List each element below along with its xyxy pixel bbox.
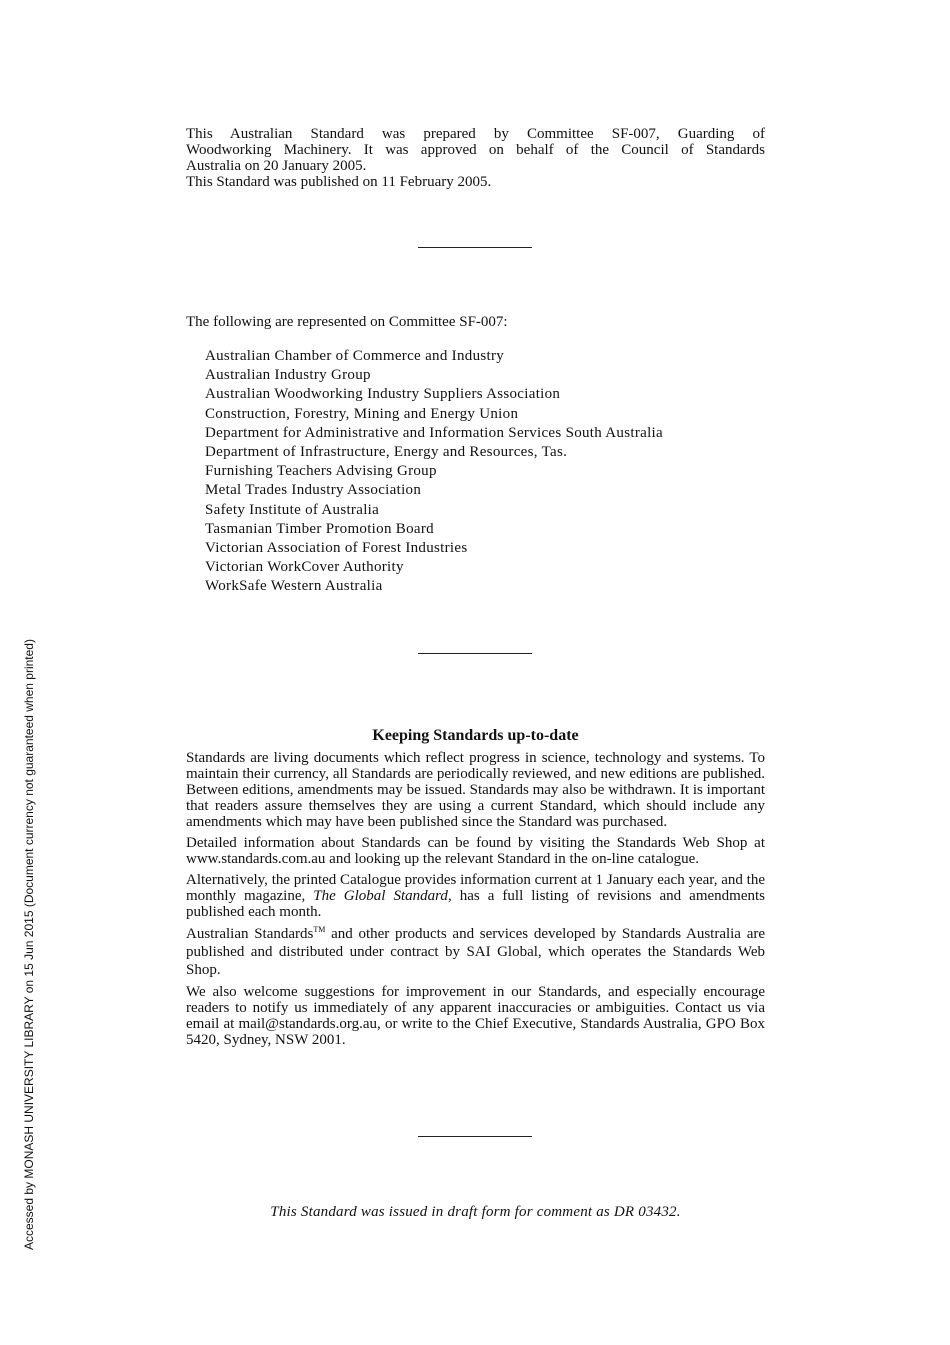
list-item: Safety Institute of Australia [205,501,380,518]
access-watermark: Accessed by MONASH UNIVERSITY LIBRARY on 15 Jun 2015 (Document currency not guaranteed when printed) [22,639,36,1250]
list-item: Department of Infrastructure, Energy and Resources, Tas. [205,444,568,461]
list-item: Australian Chamber of Commerce and Industry [205,348,505,364]
list-item: Tasmanian Timber Promotion Board [205,520,434,537]
list-item: Australian Industry Group [205,367,371,384]
list-item: Victorian Association of Forest Industries [205,540,468,557]
divider-rule-2 [418,653,532,654]
list-item: WorkSafe Western Australia [205,578,383,595]
paragraph-living-documents: Standards are living documents which reflect progress in science, technology and systems. To maintain their currency, all Standards are periodically reviewed, and new editions are published. Between editions, amendments may be issued. Standards may also be withdrawn. It is important that readers assure themselves they are using a current Standard, which should include any amendments which may have been published since the Standard was purchased. [186,750,765,830]
committee-intro: The following are represented on Committee SF-007: [186,314,508,330]
divider-rule-3 [418,1136,532,1137]
committee-member-list [205,347,663,597]
preamble-line-1: This Australian Standard was prepared by Committee SF-007, Guarding of [186,126,765,142]
preamble-line-3: Australia on 20 January 2005. [186,158,367,174]
paragraph-sai-global: Australian Standards™ and other products and services developed by Standards Australia are published and distributed under contract by SAI Global, which operates the Standards Web Shop. [186,925,766,978]
paragraph-suggestions: We also welcome suggestions for improvement in our Standards, and especially encourage readers to notify us immediately of any apparent inaccuracies or ambiguities. Contact us via email at mail@standards.org.au, or write to the Chief Executive, Standards Australia, GPO Box 5420, Sydney, NSW 2001. [186,984,765,1048]
preamble-line-2: Woodworking Machinery. It was approved on behalf of the Council of Standards [186,142,765,158]
keeping-standards-body [186,750,765,1053]
paragraph-catalogue: Alternatively, the printed Catalogue provides information current at 1 January each year, and the monthly magazine, The Global Standard, has a full listing of revisions and amendments published each month. [186,872,765,920]
draft-note: This Standard was issued in draft form for comment as DR 03432. [270,1204,681,1220]
preamble [186,126,765,190]
paragraph-web-shop: Detailed information about Standards can be found by visiting the Standards Web Shop at www.standards.com.au and looking up the relevant Standard in the on-line catalogue. [186,835,765,867]
list-item: Victorian WorkCover Authority [205,559,404,576]
divider-rule-1 [418,247,532,248]
magazine-title: The Global Standard [313,888,448,904]
list-item: Furnishing Teachers Advising Group [205,463,437,480]
trademark-symbol: TM [313,925,326,934]
list-item: Australian Woodworking Industry Suppliers Association [205,386,561,403]
list-item: Construction, Forestry, Mining and Energy Union [205,405,519,422]
list-item: Department for Administrative and Information Services South Australia [205,424,663,441]
section-heading: Keeping Standards up-to-date [372,727,579,744]
list-item: Metal Trades Industry Association [205,482,422,499]
preamble-line-4: This Standard was published on 11 February 2005. [186,174,492,190]
